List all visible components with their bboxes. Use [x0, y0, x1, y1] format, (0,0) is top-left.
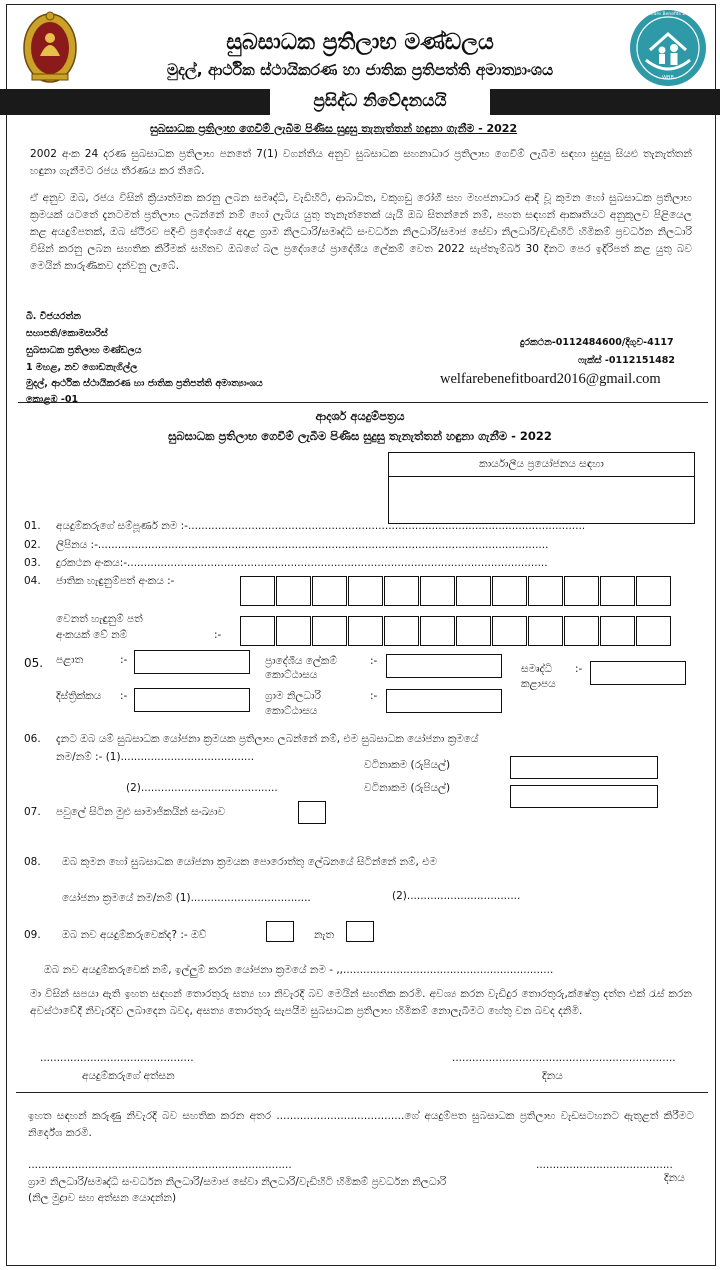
nic-digit-box[interactable] — [348, 576, 383, 606]
samurdhi-zone-label-line1: සමෘද්ධි — [521, 663, 552, 675]
current-scheme-name-1[interactable]: නම/නම් :- (1)........................................ — [56, 751, 255, 763]
nic-digit-box[interactable] — [420, 576, 455, 606]
field-05-number: 05. — [24, 656, 44, 670]
other-id-label-line1: වෙනත් හැඳුනුම් පත් — [56, 613, 143, 625]
samurdhi-zone-colon: :- — [575, 663, 583, 675]
scheme-value-input-2[interactable] — [510, 785, 658, 808]
svg-text:WBB: WBB — [662, 75, 674, 81]
signatory-floor: 1 මහළ, නව ගොඩනැගිල්ල — [26, 362, 138, 373]
scheme-value-label-1: වටිනාකම (රුපියල්) — [364, 759, 451, 771]
new-applicant-no-checkbox[interactable] — [346, 921, 374, 942]
nic-digit-box[interactable] — [636, 576, 671, 606]
signatory-board: සුබසාධක ප්‍රතිලාභ මණ්ඩලය — [26, 345, 142, 356]
signatory-name: බී. විජයරත්න — [26, 311, 81, 322]
applicant-date-line[interactable]: ................................................................... — [452, 1052, 676, 1064]
signatory-ministry: මුදල්, ආර්ථික ස්ථායිකරණ හා ජාතික ප්‍රතිපත්ති අමාත්‍යාංශය — [26, 378, 263, 389]
gn-division-colon: :- — [370, 690, 378, 702]
contact-phone: දුරකථන-0112484600/දිගුව-4117 — [520, 337, 674, 348]
province-colon: :- — [120, 654, 128, 666]
samurdhi-zone-label-line2: කළාපය — [521, 678, 556, 690]
waiting-list-name-2[interactable]: (2).................................. — [392, 890, 521, 902]
current-scheme-name-2[interactable]: (2)......................................... — [126, 782, 278, 794]
nic-digit-box[interactable] — [384, 576, 419, 606]
family-members-input[interactable] — [298, 801, 326, 824]
form-subtitle: සුබසාධක ප්‍රතිලාභ ගෙවීම් ලැබීම පිණිස සුදුසු තැනැත්තන් හඳුනා ගැනීම - 2022 — [168, 429, 552, 443]
nic-label: ජාතික හැඳුනුම්පත් අංකය :- — [56, 575, 175, 587]
current-scheme-label: දැනට ඔබ යම් සුබසාධක යෝජනා ක්‍රමයක ප්‍රතිලාභ ලබන්නේ නම්, එම සුබසාධක යෝජනා ක්‍රමයේ — [56, 733, 479, 745]
nic-digit-box[interactable] — [456, 576, 491, 606]
field-02-number: 02. — [24, 539, 41, 551]
nic-digit-box[interactable] — [600, 576, 635, 606]
other-id-digit-box[interactable] — [636, 616, 671, 646]
ds-division-label-line1: ප්‍රාදේශීය ලේකම් — [265, 655, 338, 667]
requested-scheme-field[interactable]: ඔබ නව අයදුම්කරුවෙක් නම්, ඉල්ලුම් කරන යෝජනා ක්‍රමයේ නම - ,,............................................................... — [44, 964, 554, 976]
officer-date-label: දිනය — [664, 1172, 685, 1184]
nic-digit-box[interactable] — [492, 576, 527, 606]
family-members-label: පවුලේ සිටින මුළු සාමාජිකයින් සංඛ්‍යාව — [56, 806, 226, 818]
officer-seal-note: (නිල මුද්‍රාව සහ අත්සන යොදන්න) — [28, 1192, 177, 1204]
applicant-signature-line[interactable]: .............................................. — [40, 1052, 194, 1064]
field-04-number: 04. — [24, 575, 41, 587]
new-applicant-yes-checkbox[interactable] — [266, 921, 294, 942]
nic-digit-box[interactable] — [276, 576, 311, 606]
contact-email[interactable]: welfarebenefitboard2016@gmail.com — [440, 371, 661, 387]
ds-division-colon: :- — [370, 655, 378, 667]
address-field[interactable]: ලිපිනය :-....................................................................................................................................... — [56, 539, 549, 551]
nic-digit-box[interactable] — [564, 576, 599, 606]
province-input[interactable] — [134, 650, 250, 674]
gn-division-label-line1: ග්‍රාම නිලධාරි — [265, 690, 321, 702]
ds-division-input[interactable] — [386, 654, 502, 678]
other-id-digit-box[interactable] — [312, 616, 347, 646]
field-07-number: 07. — [24, 806, 41, 818]
nic-digit-box[interactable] — [312, 576, 347, 606]
district-colon: :- — [120, 690, 128, 702]
ministry-title: මුදල්, ආර්ථික ස්ථායිකරණ හා ජාතික ප්‍රතිපත්ති අමාත්‍යාංශය — [166, 61, 554, 79]
gn-division-label-line2: කොට්ඨාසය — [265, 705, 318, 717]
scheme-value-input-1[interactable] — [510, 756, 658, 779]
district-label: දිස්ත්‍රික්කය — [56, 690, 102, 702]
field-06-number: 06. — [24, 733, 41, 745]
form-title: ආදර්ශ අයදුම්පත්‍රය — [315, 409, 405, 423]
certification-text: ඉහත සඳහන් කරුණු නිවැරදි බව සහතික කරන අතර ......................................ගේ අයදුම්පත සුබසාධක ප්‍රතිලාභ වැඩසටහනට ඇතුළත් කිරීමට නිර්දේශ කරමි. — [28, 1110, 694, 1139]
notice-subtitle: සුබසාධක ප්‍රතිලාභ ගෙවීම් ලැබීම පිණිස සුදුසු තැනැත්තන් හඳුනා ගැනීම - 2022 — [150, 122, 518, 135]
welfare-board-logo-icon — [628, 8, 708, 88]
district-input[interactable] — [134, 688, 250, 712]
other-id-digit-box[interactable] — [456, 616, 491, 646]
officer-designation: ග්‍රාම නිලධාරි/සමෘද්ධි සංවර්ධන නිලධාරි/සමාජ සේවා නිලධාරි/වැඩිහිටි හිමිකම් ප්‍රවර්ධන නිලධාරි — [28, 1176, 447, 1188]
office-use-box — [388, 452, 695, 524]
other-id-digit-box[interactable] — [420, 616, 455, 646]
phone-field[interactable]: දුරකථන අංකය:-.............................................................................................................................. — [56, 557, 548, 569]
other-id-digit-box[interactable] — [348, 616, 383, 646]
nic-input-boxes[interactable] — [240, 576, 678, 606]
certification-divider — [16, 1092, 708, 1093]
logo-text: Welfare Benefits Board — [644, 12, 696, 17]
other-id-digit-box[interactable] — [528, 616, 563, 646]
scheme-value-label-2: වටිනාකම (රුපියල්) — [364, 782, 451, 794]
sri-lanka-emblem-icon — [20, 8, 80, 90]
signatory-title: සභාපති/කොමසාරිස් — [26, 328, 108, 339]
officer-signature-line[interactable]: ............................................................................... — [28, 1159, 292, 1171]
signatory-city: කොළඹ -01 — [26, 394, 79, 405]
new-applicant-question: ඔබ නව අයදුම්කරුවෙක්ද? :- ඔව් — [62, 929, 207, 941]
waiting-list-name-1[interactable]: යෝජනා ක්‍රමයේ නම/නම් (1).................................... — [62, 892, 311, 904]
field-01-number: 01. — [24, 520, 41, 532]
other-id-digit-box[interactable] — [564, 616, 599, 646]
applicant-date-label: දිනය — [542, 1070, 563, 1082]
field-09-number: 09. — [24, 929, 41, 941]
other-id-digit-box[interactable] — [600, 616, 635, 646]
other-id-label-line2: අංකයක් වේ නම් — [56, 629, 128, 641]
org-title: සුබසාධක ප්‍රතිලාභ මණ්ඩලය — [226, 30, 494, 55]
intro-paragraph-2: ඒ අනුව ඔබ, රජය විසින් ක්‍රියාත්මක කරනු ලබන සමෘද්ධි, වැඩිහිටි, ආබාධිත, වකුගඩු රෝගී සහ මහජනාධාර ආදී වූ කුමන හෝ සුබසාධක ප්‍රතිලාභ ක්‍රමයක් යටතේ දැනටමත් ප්‍රතිලාභ ලබන්නේ නම් හෝ ලැබිය යුතු තැනැත්තෙක් යැයි ඔබ සිතන්නේ නම්, පහත සඳහන් ආකෘතියට අනුකූලව පිළියෙල කළ අයදුම්පතක්, ඔබ ස්ථිරව පදිංචි ප්‍රදේශයේ අදාළ ග්‍රාම නිලධාරි/සමෘද්ධි සංවර්ධන නිලධාරි/සමාජ සේවා නිලධාරි/වැඩිහිටි හිමිකම් ප්‍රවර්ධන නිලධාරි විසින් කරනු ලබන සහතික කිරීමක් සහිතව ඔබගේ බල ප්‍රදේශයේ ප්‍රාදේශීය ලේකම් වෙත 2022 සැප්තැම්බර් 30 දිනට පෙර ඉදිරිපත් කළ යුතු බව මෙයින් කාරුණිකව දන්වනු ලැබේ. — [30, 192, 692, 272]
notice-banner-title: ප්‍රසිද්ධ නිවේදනයයි — [270, 88, 490, 115]
new-applicant-no-label: නැත — [314, 929, 334, 941]
other-id-digit-box[interactable] — [276, 616, 311, 646]
other-id-digit-box[interactable] — [384, 616, 419, 646]
nic-digit-box[interactable] — [240, 576, 275, 606]
officer-date-line[interactable]: ......................................... — [536, 1159, 673, 1171]
samurdhi-zone-input[interactable] — [590, 661, 686, 685]
field-08-number: 08. — [24, 856, 41, 868]
full-name-field[interactable]: අයදුම්කරුගේ සම්පූර්ණ නම :-....................................................................................................................... — [56, 520, 586, 532]
declaration-text: මා විසින් සපයා ඇති ඉහත සඳහන් තොරතුරු සත්‍ය හා නිවැරදි බව මෙයින් සහතික කරමි. අවශ්‍ය කරන වැඩිදුර තොරතුරු,ක්ෂේත්‍ර දත්ත එක් රැස් කරන අවස්ථාවේදී නිවැරදිව ලබාදෙන බවද, අසත්‍ය තොරතුරු සැපයීම සුබසාධක ප්‍රතිලාභ හිමිකම් නොලැබීමට හේතු වන බවද දනිමි. — [30, 988, 692, 1017]
office-use-label: කාර්යාලීය ප්‍රයෝජනය සඳහා — [389, 453, 694, 477]
contact-fax: ෆැක්ස් -0112151482 — [578, 355, 675, 366]
other-id-colon: :- — [214, 629, 222, 641]
intro-paragraph-1: 2002 අංක 24 දරණ සුබසාධක ප්‍රතිලාභ පනතේ 7(1) වගන්තිය අනුව සුබසාධක සහනාධාර ප්‍රතිලාභ ගෙවීම් ලැබීම සඳහා සුදුසු සියළු තැනැත්තන් හඳුනා ගැනීමට රජය තීරණය කර තිබේ. — [30, 148, 692, 177]
other-id-digit-box[interactable] — [492, 616, 527, 646]
divider-line — [18, 402, 708, 403]
waiting-list-label: ඔබ කුමන හෝ සුබසාධක යෝජනා ක්‍රමයක පොරොත්තු ලේඛනයේ සිටින්නේ නම්, එම — [62, 856, 437, 868]
applicant-signature-label: අයදුම්කරුගේ අත්සන — [82, 1070, 175, 1082]
gn-division-input[interactable] — [386, 689, 502, 713]
other-id-input-boxes[interactable] — [240, 616, 678, 646]
nic-digit-box[interactable] — [528, 576, 563, 606]
province-label: පළාත — [56, 654, 84, 666]
other-id-digit-box[interactable] — [240, 616, 275, 646]
field-03-number: 03. — [24, 557, 41, 569]
ds-division-label-line2: කොට්ඨාසය — [265, 669, 318, 681]
